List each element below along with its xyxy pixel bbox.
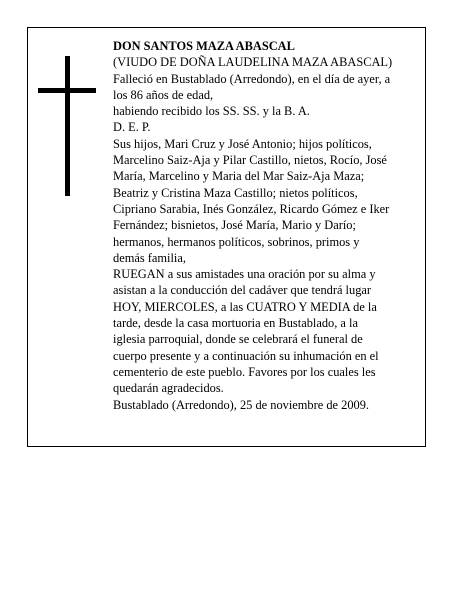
text-line: cuerpo presente y a continuación su inhumación en el [113, 348, 379, 363]
text-line: Sus hijos, Mari Cruz y José Antonio; hijos políticos, [113, 136, 372, 151]
text-line: tarde, desde la casa mortuoria en Bustablado, a la [113, 316, 358, 331]
text-line: habiendo recibido los SS. SS. y la B. A. [113, 104, 310, 119]
cross-vertical-bar [65, 56, 70, 196]
text-line: hermanos, hermanos políticos, sobrinos, primos y [113, 234, 360, 249]
place-date-line: Bustablado (Arredondo), 25 de noviembre de 2009. [113, 397, 370, 412]
cross-icon [38, 56, 96, 196]
text-line: asistan a la conducción del cadáver que tendrá lugar [113, 283, 372, 298]
text-line: Marcelino Saiz-Aja y Pilar Castillo, nietos, Rocío, José [113, 153, 387, 168]
text-line: quedarán agradecidos. [113, 381, 224, 396]
text-line: demás familia, [113, 250, 186, 265]
rip-line: D. E. P. [113, 120, 151, 135]
text-line: Fernández; bisnietos, José María, Mario y Darío; [113, 218, 356, 233]
text-line: Falleció en Bustablado (Arredondo), en el día de ayer, a [113, 71, 391, 86]
text-line: María, Marcelino y Maria del Mar Saiz-Aja Maza; [113, 169, 365, 184]
deceased-name: DON SANTOS MAZA ABASCAL [113, 39, 295, 53]
text-line: iglesia parroquial, donde se celebrará el funeral de [113, 332, 363, 347]
widower-note: (VIUDO DE DOÑA LAUDELINA MAZA ABASCAL) [113, 55, 393, 70]
text-line: los 86 años de edad, [113, 87, 214, 102]
obituary-text [113, 38, 425, 413]
cross-horizontal-bar [38, 88, 96, 93]
text-line: Beatriz y Cristina Maza Castillo; nietos políticos, [113, 185, 358, 200]
text-line: HOY, MIERCOLES, a las CUATRO Y MEDIA de la [113, 299, 377, 314]
text-line: RUEGAN a sus amistades una oración por su alma y [113, 267, 376, 282]
text-line: Cipriano Sarabia, Inés González, Ricardo Gómez e Iker [113, 201, 390, 216]
text-line: cementerio de este pueblo. Favores por los cuales les [113, 364, 376, 379]
